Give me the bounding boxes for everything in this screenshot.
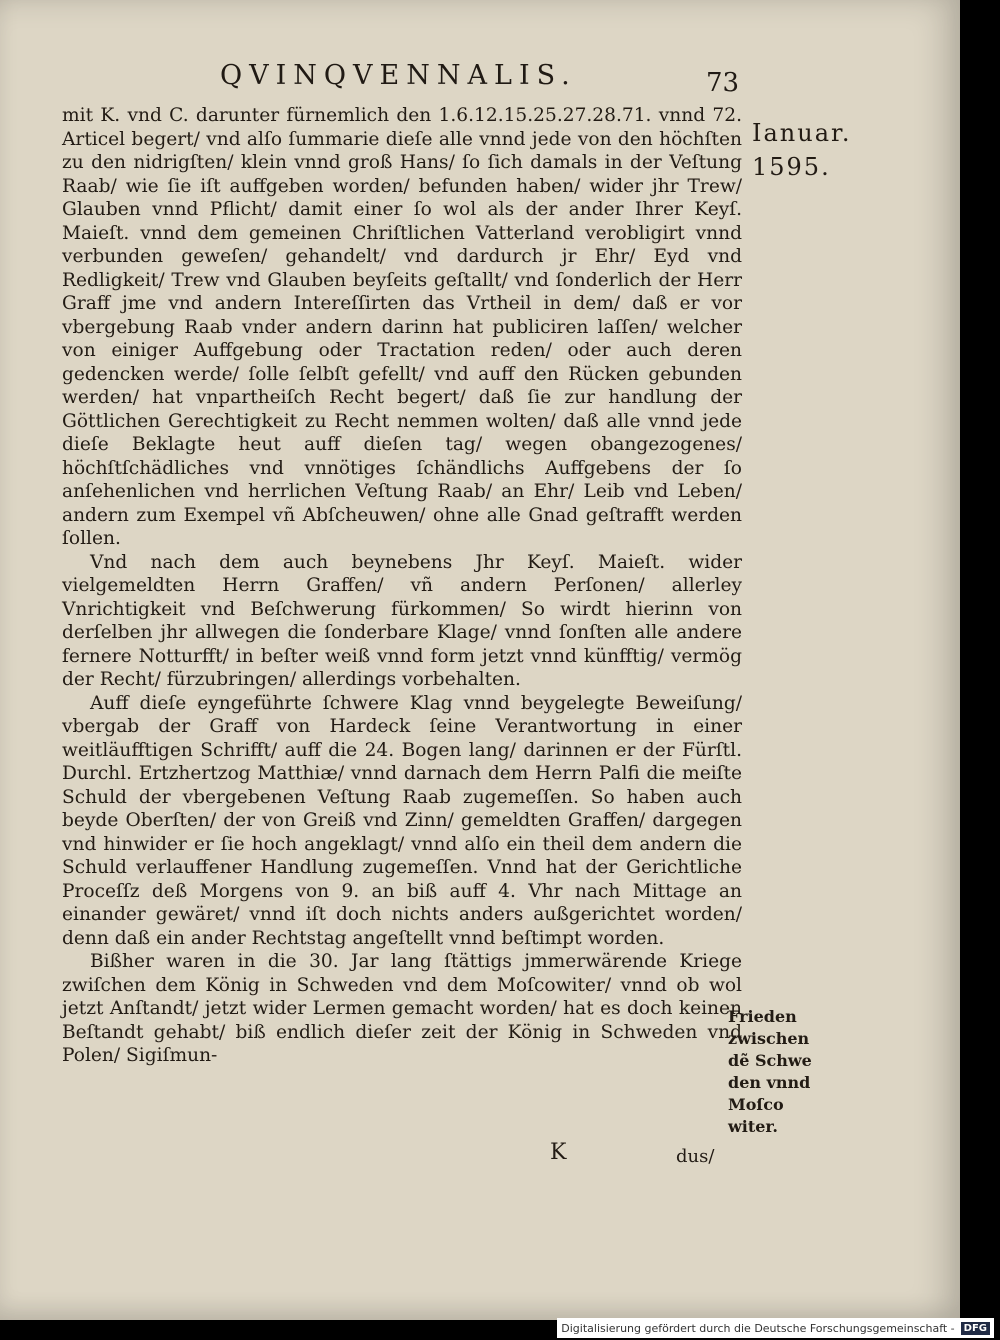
running-title: QVINQVENNALIS. xyxy=(220,60,577,91)
paragraph: Bißher waren in die 30. Jar lang ſtättigs jmmerwärende Kriege zwiſchen dem König in Schweden vnd dem Moſcowiter/ vnnd ob wol jetzt Anſtandt/ jetzt wider Lermen gemacht worden/ hat es doch keinen Beſtandt gehabt/ biß endlich dieſer zeit der König in Schweden vnd Polen/ Sigiſmun- xyxy=(62,951,742,1066)
margin-note: Frieden zwischen dẽ Schwe den vnnd Moſco witer. xyxy=(728,1007,812,1136)
paragraph: Auff dieſe eyngeführte ſchwere Klag vnnd beygelegte Beweiſung/ vbergab der Graff von Hardeck ſeine Verantwortung in einer weitläufftigen Schrifft/ auff die 24. Bogen lang/ darinnen er der Fürſtl. Durchl. Ertzhertzog Matthiæ/ vnnd darnach dem Herrn Palfi die meiſte Schuld der vbergebenen Veſtung Raab zugemeſſen. So haben auch beyde Oberſten/ der von Greiß vnd Zinn/ gemeldten Graffen/ dargegen vnd hinwider er ſie hoch angeklagt/ vnnd alſo ein theil dem andern die Schuld verlauffener Handlung zugemeſſen. Vnnd hat der Gerichtliche Proceſſz deß Morgens von 9. an biß auff 4. Vhr nach Mittage an einander gewäret/ vnnd iſt doch nichts anders außgerichtet worden/ denn daß ein ander Rechtstag angeſtellt vnnd beſtimpt worden. xyxy=(62,692,742,949)
margin-year: 1595. xyxy=(752,153,831,181)
dfg-logo-icon: DFG xyxy=(961,1322,990,1335)
scan-border xyxy=(962,40,1000,1320)
digitization-footer xyxy=(557,1318,994,1338)
margin-month: Ianuar. xyxy=(752,119,852,147)
footer-credit: Digitalisierung gefördert durch die Deutsche Forschungsgemeinschaft - xyxy=(561,1321,955,1335)
paragraph: mit K. vnd C. darunter fürnemlich den 1.6.12.15.25.27.28.71. vnnd 72. Articel begert/ vnd alſo ſummarie dieſe alle vnnd jede von den höchſten zu den nidrigſten/ klein vnnd groß Hans/ ſo ſich damals in der Veſtung Raab/ wie ſie iſt auffgeben worden/ befunden haben/ wider jhr Trew/ Glauben vnnd Pflicht/ damit einer ſo wol als der ander Ihrer Keyſ. Maieſt. vnnd dem gemeinen Chriſtlichen Vatterland verobligirt vnnd verbunden geweſen/ gehandelt/ vnd dardurch jr Ehr/ Eyd vnd Redligkeit/ Trew vnd Glauben beyſeits geſtallt/ vnd ſonderlich der Herr Graff jme vnd andern Intereſſirten das Vrtheil in dem/ daß er vor vbergebung Raab vnder andern darinn hat publiciren laſſen/ welcher von einiger Auffgebung oder Tractation reden/ oder auch deren gedencken werde/ ſolle ſelbſt gefellt/ vnd auff den Rücken gebunden werden/ hat vnpartheiſch Recht begert/ daß ſie zur handlung der Göttlichen Gerechtigkeit zu Recht nemmen wolten/ daß alle vnnd jede dieſe Beklagte heut auff dieſen tag/ wegen obangezogenes/ höchſtſchädliches vnd vnnötiges ſchändlichs Auffgebens der ſo anſehenlichen vnd herrlichen Veſtung Raab/ an Ehr/ Leib vnd Leben/ andern zum Exempel vñ Abſcheuwen/ ohne alle Gnad geſtrafft werden ſollen. xyxy=(62,105,742,549)
page-number: 73 xyxy=(706,68,740,98)
main-text xyxy=(62,104,742,1068)
paragraph: Vnd nach dem auch beynebens Jhr Keyſ. Maieſt. wider vielgemeldten Herrn Graffen/ vñ andern Perſonen/ allerley Vnrichtigkeit vnd Beſchwerung fürkommen/ So wirdt hierinn von derſelben jhr allwegen die ſonderbare Klage/ vnnd ſonſten alle andere fernere Notturfft/ in beſter weiß vnnd form jetzt vnnd künfftig/ vermög der Recht/ fürzubringen/ allerdings vorbehalten. xyxy=(62,551,742,690)
catchword: dus/ xyxy=(676,1146,715,1167)
signature-mark: K xyxy=(550,1140,567,1165)
margin-date xyxy=(752,116,851,184)
